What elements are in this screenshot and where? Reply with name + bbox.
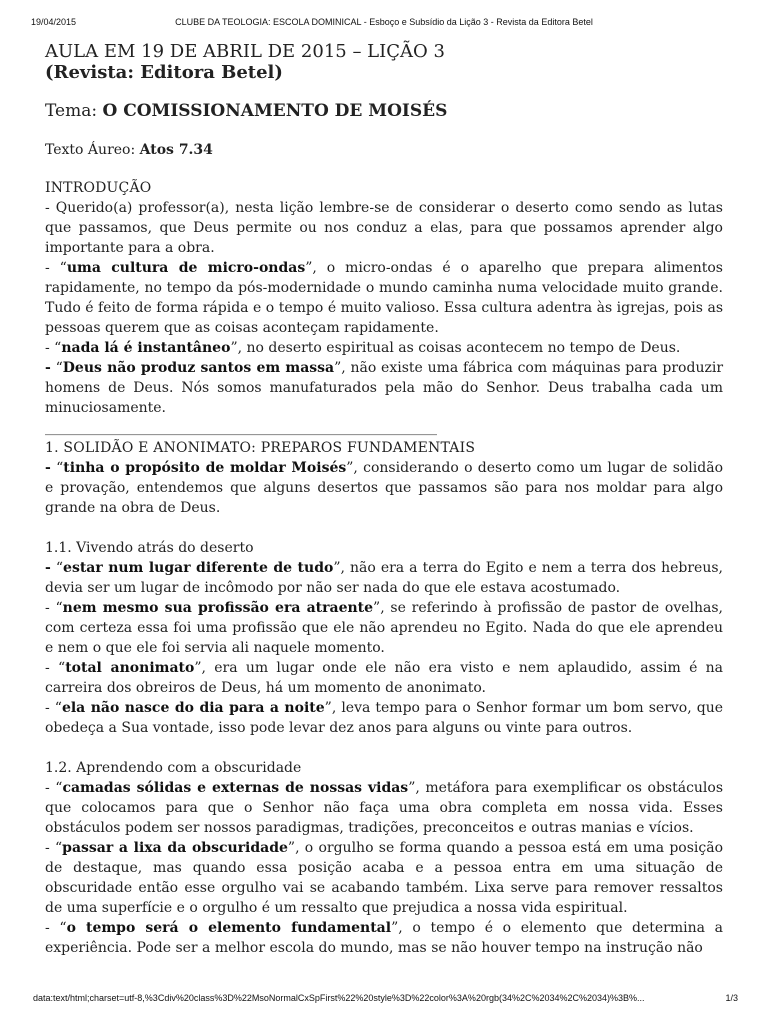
bold-phrase: o tempo será o elemento fundamental <box>66 920 392 936</box>
separator-line: ________________________________________________________ <box>45 420 437 436</box>
bold-phrase: Deus não produz santos em massa <box>62 360 335 376</box>
section-1-2-heading: 1.2. Aprendendo com a obscuridade <box>45 760 302 776</box>
intro-paragraph: - “Deus não produz santos em massa”, não existe uma fábrica com máquinas para produzir homens de Deus. Nós somos manufaturados pela mão do Senhor. Deus trabalha cada um minuciosamente. <box>45 360 724 416</box>
paragraph-text: ”, não existe uma fábrica com máquinas para produzir homens de Deus. Nós somos manufaturados pela mão do Senhor. Deus trabalha cada um minuciosamente. <box>45 360 724 416</box>
quote-open: - “ <box>45 780 63 796</box>
section-1-heading: 1. SOLIDÃO E ANONIMATO: PREPAROS FUNDAMENTAIS <box>45 440 476 456</box>
paragraph-text: ”, no deserto espiritual as coisas acontecem no tempo de Deus. <box>230 340 681 356</box>
print-doc-title: CLUBE DA TEOLOGIA: ESCOLA DOMINICAL - Esboço e Subsídio da Lição 3 - Revista da Editora Betel <box>175 17 593 27</box>
section-1-1-paragraph <box>45 698 723 738</box>
golden-label: Texto Áureo: <box>45 142 140 158</box>
bold-phrase: estar num lugar diferente de tudo <box>63 560 334 576</box>
paragraph-text: ”, se referindo à profissão de pastor de ovelhas, com certeza essa foi uma profissão que ele não aprendeu no Egito. Nada do que ele aprendeu e nem o que ele foi servia ali naquele momento. <box>45 600 724 656</box>
paragraph-text: ”, considerando o deserto como um lugar de solidão e provação, entendemos que alguns desertos que passamos são para nos moldar para algo grande na obra de Deus. <box>45 460 723 516</box>
bold-phrase: camadas sólidas e externas de nossas vidas <box>62 780 409 796</box>
bold-phrase: uma cultura de micro-ondas <box>66 260 306 276</box>
print-footer <box>0 993 768 1005</box>
paragraph-text: ”, era um lugar onde ele não era visto e nem aplaudido, assim é na carreira dos obreiros de Deus, há um momento de anonimato. <box>45 660 724 696</box>
paragraph-text: ”, o orgulho se forma quando a pessoa está em uma posição de destaque, mas quando essa posição acaba e a pessoa entra em uma situação de obscuridade então esse orgulho vai se acabando também. Lixa serve para remover ressaltos de uma superfície e o orgulho é um ressalto que prejudica a nossa vida espiritual. <box>45 840 724 916</box>
print-date: 19/04/2015 <box>31 17 77 27</box>
paragraph-text: ”, leva tempo para o Senhor formar um bom servo, que obedeça a Sua vontade, isso pode levar dez anos para alguns ou vinte para outros. <box>45 700 723 736</box>
section-1-1-heading: 1.1. Vivendo atrás do deserto <box>45 540 254 556</box>
print-header <box>0 17 768 29</box>
document-body <box>45 41 723 958</box>
bold-phrase: tinha o propósito de moldar Moisés <box>63 460 347 476</box>
bold-phrase: nada lá é instantâneo <box>61 340 231 356</box>
paragraph-text: ”, metáfora para exemplificar os obstáculos que colocamos para que o Senhor não faça uma obra completa em nossa vida. Esses obstáculos podem ser nossos paradigmas, tradições, preconceitos e outras manias e vícios. <box>45 780 724 836</box>
quote-open: - “ <box>45 600 63 616</box>
paragraph-text: ”, não era a terra do Egito e nem a terra dos hebreus, devia ser um lugar de incômodo por não ser nada do que ele estava acostumado. <box>45 560 723 596</box>
section-1-1-paragraph <box>45 598 723 658</box>
lesson-title: AULA EM 19 DE ABRIL DE 2015 – LIÇÃO 3 <box>45 41 445 62</box>
intro-paragraph <box>45 338 723 358</box>
quote-open: - “ <box>45 700 62 716</box>
section-1-2-paragraph <box>45 778 723 838</box>
dash: - <box>45 460 51 476</box>
intro-paragraph: - Querido(a) professor(a), nesta lição lembre-se de considerar o deserto como sendo as lutas que passamos, que Deus permite ou nos conduz a elas, para que possamos aprender algo importante para a obra. <box>45 200 723 256</box>
intro-heading: INTRODUÇÃO <box>45 180 152 196</box>
paragraph-text: ”, o tempo é o elemento que determina a experiência. Pode ser a melhor escola do mundo, mas se não houver tempo na instrução não <box>45 920 723 956</box>
page-number: 1/3 <box>725 993 738 1003</box>
section-1-2-paragraph <box>45 918 723 958</box>
section-1-1-paragraph: - “estar num lugar diferente de tudo”, não era a terra do Egito e nem a terra dos hebreus, devia ser um lugar de incômodo por não ser nada do que ele estava acostumado. <box>45 560 723 596</box>
section-1-paragraph: - “tinha o propósito de moldar Moisés”, considerando o deserto como um lugar de solidão e provação, entendemos que alguns desertos que passamos são para nos moldar para algo grande na obra de Deus. <box>45 460 723 516</box>
quote-open: - “ <box>45 340 62 356</box>
theme-value: O COMISSIONAMENTO DE MOISÉS <box>102 101 448 121</box>
print-source-url: data:text/html;charset=utf-8,%3Cdiv%20class%3D%22MsoNormalCxSpFirst%22%20style%3D%22color%3A%20rgb(34%2C%2034%2C%2034)%3B%... <box>33 993 645 1003</box>
magazine-name: (Revista: Editora Betel) <box>45 62 283 83</box>
paragraph-text: ”, o micro-ondas é o aparelho que prepara alimentos rapidamente, no tempo da pós-modernidade o mundo caminha numa velocidade muito grande. Tudo é feito de forma rápida e o tempo é muito valioso. Essa cultura adentra às igrejas, pois as pessoas querem que as coisas aconteçam rapidamente. <box>45 260 723 336</box>
dash: - <box>45 360 51 376</box>
bold-phrase: passar a lixa da obscuridade <box>62 840 288 856</box>
bold-phrase: nem mesmo sua profissão era atraente <box>62 600 374 616</box>
dash: - <box>45 560 51 576</box>
golden-text <box>45 141 723 159</box>
bold-phrase: ela não nasce do dia para a noite <box>61 700 325 716</box>
intro-paragraph <box>45 258 723 338</box>
bold-phrase: total anonimato <box>65 660 195 676</box>
quote-open: - “ <box>45 260 67 276</box>
quote-open: - “ <box>45 840 63 856</box>
lesson-theme <box>45 101 723 121</box>
theme-label: Tema: <box>45 101 103 121</box>
quote-open: - “ <box>45 660 66 676</box>
section-1-1-paragraph <box>45 658 723 698</box>
section-1-2-paragraph <box>45 838 723 918</box>
golden-value: Atos 7.34 <box>139 142 213 158</box>
quote-open: - “ <box>45 920 67 936</box>
